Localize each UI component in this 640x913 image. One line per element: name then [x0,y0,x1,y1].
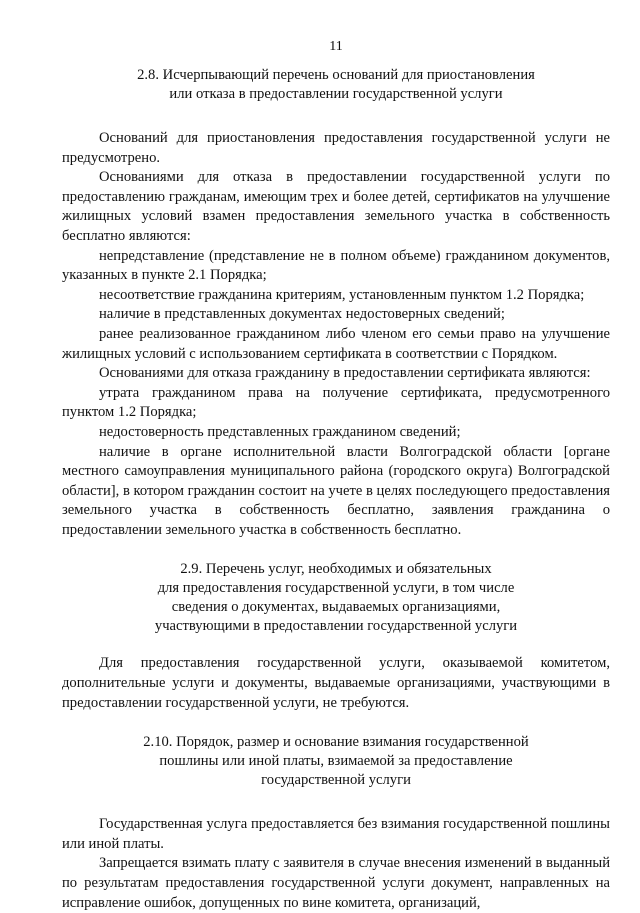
page-number: 11 [329,39,343,54]
paragraph: Запрещается взимать плату с заявителя в случае внесения изменений в выданный по результатам предоставления государственной услуги документ, направленных на исправление ошибок, допущенных по вине комитета, организаций, [62,855,610,911]
heading-line: участвующими в предоставлении государственной услуги [154,618,518,635]
paragraph: наличие в органе исполнительной власти Волгоградской области [органе местного самоуправления муниципального района (городского округа) Волгоградской области], в котором гражданин состоит на учете в целях последующего предоставления земельного участка в собственность бесплатно, заявления гражданина о предоставлении земельного участка в собственность бесплатно. [62,443,610,538]
paragraph: несоответствие гражданина критериям, установленным пунктом 1.2 Порядка; [99,286,585,303]
paragraph: непредставление (представление не в полном объеме) гражданином документов, указанных в пункте 2.1 Порядка; [62,247,610,284]
heading-line: сведения о документах, выдаваемых организациями, [171,599,501,616]
paragraph: Государственная услуга предоставляется без взимания государственной пошлины или иной платы. [62,816,610,852]
heading-line: или отказа в предоставлении государственной услуги [169,86,503,102]
paragraph: наличие в представленных документах недостоверных сведений; [99,306,505,323]
section-2-10-heading [62,733,610,790]
paragraph: недостоверность представленных гражданином сведений; [99,423,461,440]
heading-line: 2.9. Перечень услуг, необходимых и обязательных [180,561,492,578]
paragraph: Основаниями для отказа гражданину в предоставлении сертификата являются: [99,365,591,382]
heading-line: 2.10. Порядок, размер и основание взимания государственной [143,734,529,751]
heading-line: для предоставления государственной услуги, в том числе [157,580,515,597]
heading-line: государственной услуги [261,772,411,789]
paragraph: утрата гражданином права на получение сертификата, предусмотренного пунктом 1.2 Порядка; [62,384,610,421]
paragraph: Оснований для приостановления предоставления государственной услуги не предусмотрено. [62,130,610,166]
section-2-8-heading [62,66,610,104]
heading-line: 2.8. Исчерпывающий перечень оснований для приостановления [137,67,535,83]
paragraph: Основаниями для отказа в предоставлении государственной услуги по предоставлению гражданам, имеющим трех и более детей, сертификатов на улучшение жилищных условий взамен предоставления земельного участка в собственность бесплатно являются: [62,169,610,244]
paragraph: ранее реализованное гражданином либо членом его семьи право на улучшение жилищных условий с использованием сертификата в соответствии с Порядком. [62,325,610,362]
paragraph: Для предоставления государственной услуги, оказываемой комитетом, дополнительные услуги и документы, выдаваемые организациями, участвующими в предоставлении государственной услуги, не требуются. [62,655,610,711]
section-2-9-heading [62,560,610,636]
heading-line: пошлины или иной платы, взимаемой за предоставление [159,753,513,770]
